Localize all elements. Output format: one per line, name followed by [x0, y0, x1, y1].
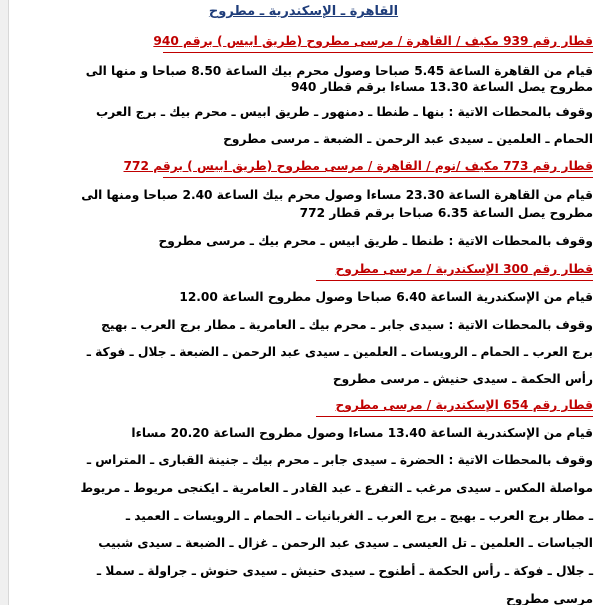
- train-939-stops-line: وقوف بالمحطات الاتية : بنها ـ طنطا ـ دمنهور ـ طريق ابيس ـ محرم بيك ـ برج العرب: [95, 105, 593, 119]
- train-300-stops-line-3: رأس الحكمة ـ سيدى حنيش ـ مرسى مطروح: [332, 372, 593, 386]
- heading-underline: [163, 177, 593, 178]
- train-654-stops-line-5: ـ جلال ـ فوكة ـ رأس الحكمة ـ أطنوح ـ سيدى حنيش ـ سيدى حنوش ـ جراولة ـ سملا ـ: [96, 564, 593, 578]
- heading-underline: [316, 280, 593, 281]
- train-654-stops-line-6: مرسى مطروح: [505, 592, 593, 605]
- train-939-departure-line: قيام من القاهرة الساعة 5.45 صباحا وصول محرم بيك الساعة 8.50 صباحا و منها الى: [85, 64, 593, 78]
- train-300-heading: قطار رقم 300 الإسكندرية / مرسى مطروح: [335, 262, 593, 276]
- train-654-stops-line: وقوف بالمحطات الاتية : الحضرة ـ سيدى جابر ـ محرم بيك ـ جنينة القبارى ـ المتراس ـ: [86, 453, 593, 467]
- train-773-stops-line: وقوف بالمحطات الاتية : طنطا ـ طريق ابيس ـ محرم بيك ـ مرسى مطروح: [158, 234, 593, 248]
- train-939-heading: قطار رقم 939 مكيف / القاهرة / مرسى مطروح (طريق ابيس ) برقم 940: [153, 34, 593, 48]
- train-773-heading: قطار رقم 773 مكيف /نوم / القاهرة / مرسى مطروح (طريق ابيس ) برقم 772: [123, 159, 593, 173]
- train-654-stops-line-2: مواصلة المكس ـ سيدى مرغب ـ التفرع ـ عبد القادر ـ العامرية ـ ايكنجى مريوط ـ مريوط: [80, 481, 593, 495]
- train-773-arrival-line: مطروح يصل الساعة 6.35 صباحا برقم قطار 772: [299, 206, 593, 220]
- page-title: القاهرة ـ الإسكندرية ـ مطروح: [208, 4, 399, 19]
- title-container: [0, 0, 607, 19]
- train-939-arrival-line: مطروح يصل الساعة 13.30 مساءا برقم قطار 940: [290, 80, 593, 94]
- train-654-heading: قطار رقم 654 الإسكندرية / مرسى مطروح: [335, 398, 593, 412]
- train-654-stops-line-4: الجباسات ـ العلمين ـ تل العيسى ـ سيدى عبد الرحمن ـ غزال ـ الضبعة ـ سيدى شبيب: [98, 536, 593, 550]
- train-300-stops-line: وقوف بالمحطات الاتية : سيدى جابر ـ محرم بيك ـ العامرية ـ مطار برج العرب ـ بهيج: [101, 318, 593, 332]
- train-939-stops-line-2: الحمام ـ العلمين ـ سيدى عبد الرحمن ـ الضبعة ـ مرسى مطروح: [223, 132, 593, 146]
- train-654-stops-line-3: ـ مطار برج العرب ـ بهيج ـ برج العرب ـ الغربانيات ـ الحمام ـ الرويسات ـ العميد ـ: [125, 509, 593, 523]
- train-773-departure-line: قيام من القاهرة الساعة 23.30 مساءا وصول محرم بيك الساعة 2.40 صباحا ومنها الى: [81, 188, 593, 202]
- train-654-departure-line: قيام من الإسكندرية الساعة 13.40 مساءا وصول مطروح الساعة 20.20 مساءا: [131, 426, 593, 440]
- train-300-stops-line-2: برج العرب ـ الحمام ـ الرويسات ـ العلمين ـ سيدى عبد الرحمن ـ الضبعة ـ جلال ـ فوكة ـ: [86, 345, 593, 359]
- heading-underline: [316, 416, 593, 417]
- train-300-departure-line: قيام من الإسكندرية الساعة 6.40 صباحا وصول مطروح الساعة 12.00: [179, 290, 593, 304]
- heading-underline: [163, 52, 593, 53]
